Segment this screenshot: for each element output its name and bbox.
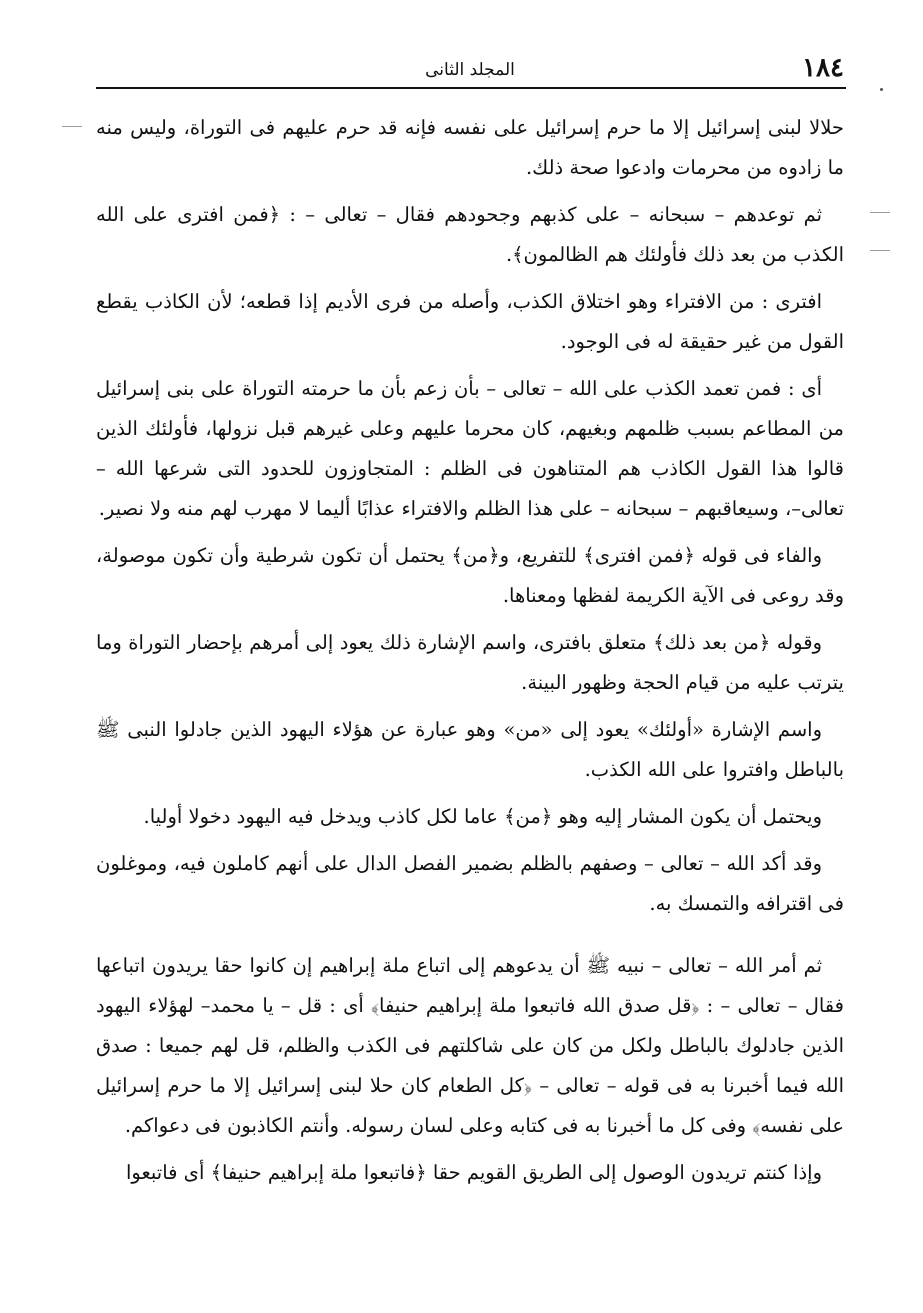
page-body-text <box>96 108 844 1200</box>
paragraph: ثم أمر الله – تعالى – نبيه ﷺ أن يدعوهم إلى اتباع ملة إبراهيم إن كانوا حقا يريدون اتباعها فقال – تعالى – : ﴿قل صدق الله فاتبعوا ملة إبراهيم حنيفا﴾ أى : قل – يا محمد– لهؤلاء اليهود الذين جادلوك بالباطل ولكل من كان على شاكلتهم فى الكذب والظلم، قل لهم جميعا : صدق الله فيما أخبرنا به فى قوله – تعالى – ﴿كل الطعام كان حلا لبنى إسرائيل إلا ما حرم إسرائيل على نفسه﴾ وفى كل ما أخبرنا به فى كتابه وعلى لسان رسوله. وأنتم الكاذبون فى دعواكم. <box>96 954 844 1137</box>
page-number: ١٨٤ <box>802 53 844 83</box>
scan-speck <box>880 88 883 91</box>
paragraph: وقد أكد الله – تعالى – وصفهم بالظلم بضمير الفصل الدال على أنهم كاملون فيه، وموغلون فى اقترافه والتمسك به. <box>96 852 844 915</box>
paragraph: وإذا كنتم تريدون الوصول إلى الطريق القويم حقا ﴿فاتبعوا ملة إبراهيم حنيفا﴾ أى فاتبعوا <box>126 1161 822 1184</box>
paragraph: ثم توعدهم – سبحانه – على كذبهم وجحودهم فقال – تعالى – : ﴿فمن افترى على الله الكذب من بعد ذلك فأولئك هم الظالمون﴾. <box>96 203 844 266</box>
paragraph: أى : فمن تعمد الكذب على الله – تعالى – بأن زعم بأن ما حرمته التوراة على بنى إسرائيل من المطاعم بسبب ظلمهم وبغيهم، كان محرما عليهم وعلى غيرهم قبل نزولها، فأولئك الذين قالوا هذا القول الكاذب هم المتناهون فى الظلم : المتجاوزون للحدود التى شرعها الله –تعالى–، وسيعاقبهم – سبحانه – على هذا الظلم والافتراء عذابًا أليما لا مهرب لهم منه ولا نصير. <box>96 377 844 520</box>
paragraph: واسم الإشارة «أولئك» يعود إلى «من» وهو عبارة عن هؤلاء اليهود الذين جادلوا النبى ﷺ بالباطل وافتروا على الله الكذب. <box>96 718 844 781</box>
header-divider <box>96 87 846 89</box>
paragraph: حلالا لبنى إسرائيل إلا ما حرم إسرائيل على نفسه فإنه قد حرم عليهم فى التوراة، وليس منه ما زادوه من محرمات وادعوا صحة ذلك. <box>96 116 844 179</box>
paragraph: والفاء فى قوله ﴿فمن افترى﴾ للتفريع، و﴿من﴾ يحتمل أن تكون شرطية وأن تكون موصولة، وقد روعى فى الآية الكريمة لفظها ومعناها. <box>96 544 844 607</box>
page-header <box>96 52 844 92</box>
volume-title: المجلد الثانى <box>425 60 515 80</box>
paragraph: ويحتمل أن يكون المشار إليه وهو ﴿من﴾ عاما لكل كاذب ويدخل فيه اليهود دخولا أوليا. <box>143 805 822 828</box>
margin-mark <box>62 126 82 127</box>
margin-mark <box>870 250 890 251</box>
paragraph: افترى : من الافتراء وهو اختلاق الكذب، وأصله من فرى الأديم إذا قطعه؛ لأن الكاذب يقطع القول من غير حقيقة له فى الوجود. <box>96 290 844 353</box>
margin-mark <box>870 212 890 213</box>
paragraph: وقوله ﴿من بعد ذلك﴾ متعلق بافترى، واسم الإشارة ذلك يعود إلى أمرهم بإحضار التوراة وما يترتب عليه من قيام الحجة وظهور البينة. <box>96 631 844 694</box>
